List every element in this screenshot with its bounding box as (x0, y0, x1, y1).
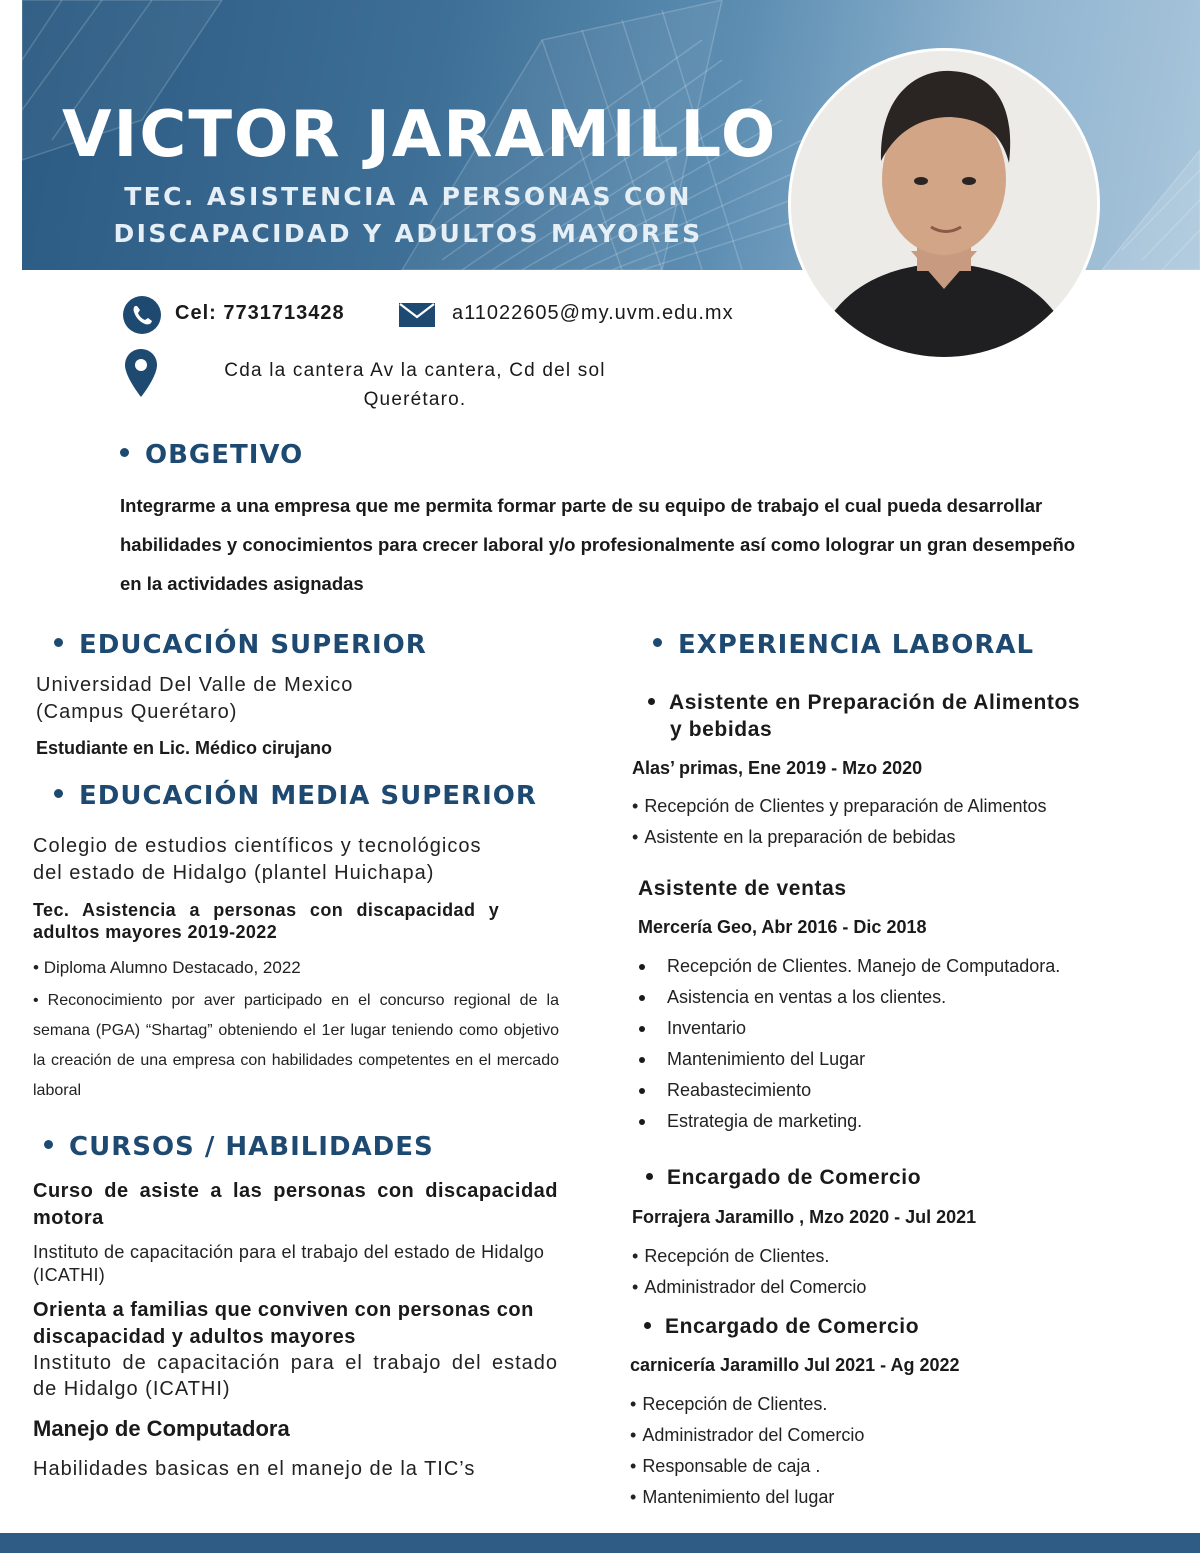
award: • Diploma Alumno Destacado, 2022 (33, 958, 301, 977)
phone-number[interactable]: Cel: 7731713428 (175, 302, 345, 324)
course-3-title: Manejo de Computadora (33, 1416, 290, 1441)
list-item: • Mantenimiento del lugar (630, 1482, 864, 1513)
mail-icon (398, 302, 436, 328)
list-item: • Recepción de Clientes. (630, 1389, 864, 1420)
university-name (36, 672, 576, 726)
address-line-1: Cda la cantera Av la cantera, Cd del sol (224, 360, 606, 381)
list-item: Reabastecimiento (637, 1075, 1060, 1106)
list-item: Inventario (637, 1013, 1060, 1044)
bullet-icon (54, 638, 63, 647)
profile-photo (788, 48, 1100, 360)
heading-text: OBGETIVO (145, 440, 304, 470)
list-item: • Recepción de Clientes y preparación de Alimentos (632, 791, 1047, 822)
highschool-name (33, 833, 573, 887)
course-1-institution: Instituto de capacitación para el trabajo del estado de Hidalgo (ICATHI) (33, 1242, 545, 1285)
bullet-icon (120, 448, 129, 457)
job-3-title (646, 1166, 921, 1190)
job-3-duties (632, 1241, 866, 1303)
section-heading-experience (653, 630, 1034, 660)
list-item: Recepción de Clientes. Manejo de Computadora. (637, 951, 1060, 982)
list-item: Estrategia de marketing. (637, 1106, 1060, 1137)
bullet-icon (54, 789, 63, 798)
course-1-title: Curso de asiste a las personas con discapacidad motora (33, 1180, 558, 1229)
job-2-title: Asistente de ventas (638, 877, 847, 900)
course-2-title: Orienta a familias que conviven con personas con discapacidad y adultos mayores (33, 1299, 534, 1348)
title-line-2: DISCAPACIDAD Y ADULTOS MAYORES (113, 219, 703, 248)
list-item: • Asistente en la preparación de bebidas (632, 822, 1047, 853)
heading-text: EXPERIENCIA LABORAL (678, 630, 1035, 660)
job-1-duties (632, 791, 1047, 853)
highschool-program (33, 899, 558, 943)
course-2-institution: Instituto de capacitación para el trabajo del estado de Hidalgo (ICATHI) (33, 1352, 558, 1400)
degree: Estudiante en Lic. Médico cirujano (36, 738, 333, 758)
job-4-company: carnicería Jaramillo Jul 2021 - Ag 2022 (630, 1355, 960, 1375)
job-4-duties (630, 1389, 864, 1513)
candidate-name: VICTOR JARAMILLO (62, 98, 778, 172)
list-item: • Administrador del Comercio (632, 1272, 866, 1303)
address-line-2: Querétaro. (363, 389, 467, 410)
job-1-title-line-1: Asistente en Preparación de Alimentos (669, 691, 1081, 714)
job-1-company: Alas’ primas, Ene 2019 - Mzo 2020 (632, 758, 923, 778)
location-pin-icon (124, 348, 158, 398)
address (190, 356, 640, 414)
email-address[interactable]: a11022605@my.uvm.edu.mx (452, 302, 734, 324)
list-item: • Administrador del Comercio (630, 1420, 864, 1451)
job-1-title-line-2: y bebidas (670, 718, 773, 741)
university-line-1: Universidad Del Valle de Mexico (36, 674, 354, 696)
program-line-1-wrap (33, 899, 558, 921)
objective-text: Integrarme a una empresa que me permita formar parte de su equipo de trabajo el cual pueda desarrollar habilidades y conocimientos para crecer laboral y/o profesionalmente así como lolograr un gran desempeño en la actividades asignadas (120, 495, 1076, 594)
highschool-line-1: Colegio de estudios científicos y tecnológicos (33, 835, 482, 857)
job-2-company: Mercería Geo, Abr 2016 - Dic 2018 (638, 917, 927, 937)
heading-text: EDUCACIÓN MEDIA SUPERIOR (79, 781, 537, 811)
list-item: Mantenimiento del Lugar (637, 1044, 1060, 1075)
bullet-icon (646, 1173, 653, 1180)
footer-bar (0, 1533, 1200, 1553)
bullet-icon (644, 1322, 651, 1329)
job-3-company: Forrajera Jaramillo , Mzo 2020 - Jul 2021 (632, 1207, 977, 1227)
candidate-title (98, 178, 718, 252)
course-3-description: Habilidades basicas en el manejo de la TIC’s (33, 1458, 476, 1480)
job-4-title (644, 1315, 919, 1339)
section-heading-objective (120, 440, 303, 470)
university-line-2: (Campus Querétaro) (36, 701, 238, 723)
bullet-icon (648, 698, 655, 705)
person-portrait-graphic (791, 51, 1097, 357)
highschool-line-2: del estado de Hidalgo (plantel Huichapa) (33, 862, 435, 884)
section-heading-higher-education (54, 630, 427, 660)
job-2-duties (637, 951, 1060, 1137)
bullet-icon (44, 1140, 53, 1149)
heading-text: CURSOS / HABILIDADES (69, 1132, 434, 1162)
job-1-title (648, 689, 1080, 743)
job-3-title-text: Encargado de Comercio (667, 1166, 922, 1189)
job-4-title-text: Encargado de Comercio (665, 1315, 920, 1338)
section-heading-secondary-education (54, 781, 537, 811)
award-text: Diploma Alumno Destacado, 2022 (43, 958, 301, 977)
phone-icon (122, 295, 162, 335)
list-item: • Responsable de caja . (630, 1451, 864, 1482)
bullet-icon (653, 638, 662, 647)
heading-text: EDUCACIÓN SUPERIOR (79, 630, 427, 660)
title-line-1: TEC. ASISTENCIA A PERSONAS CON (124, 182, 692, 211)
list-item: Asistencia en ventas a los clientes. (637, 982, 1060, 1013)
recognition-text: • Reconocimiento por aver participado en el concurso regional de la semana (PGA) “Shartag” obteniendo el 1er lugar teniendo como objetivo la creación de una empresa con habilidades competentes en el mercado laboral (33, 992, 559, 1099)
list-item: • Recepción de Clientes. (632, 1241, 866, 1272)
program-line-2: adultos mayores 2019-2022 (33, 922, 278, 942)
program-line-1: Tec. Asistencia a personas con discapacidad y (33, 900, 500, 920)
section-heading-courses (44, 1132, 434, 1162)
